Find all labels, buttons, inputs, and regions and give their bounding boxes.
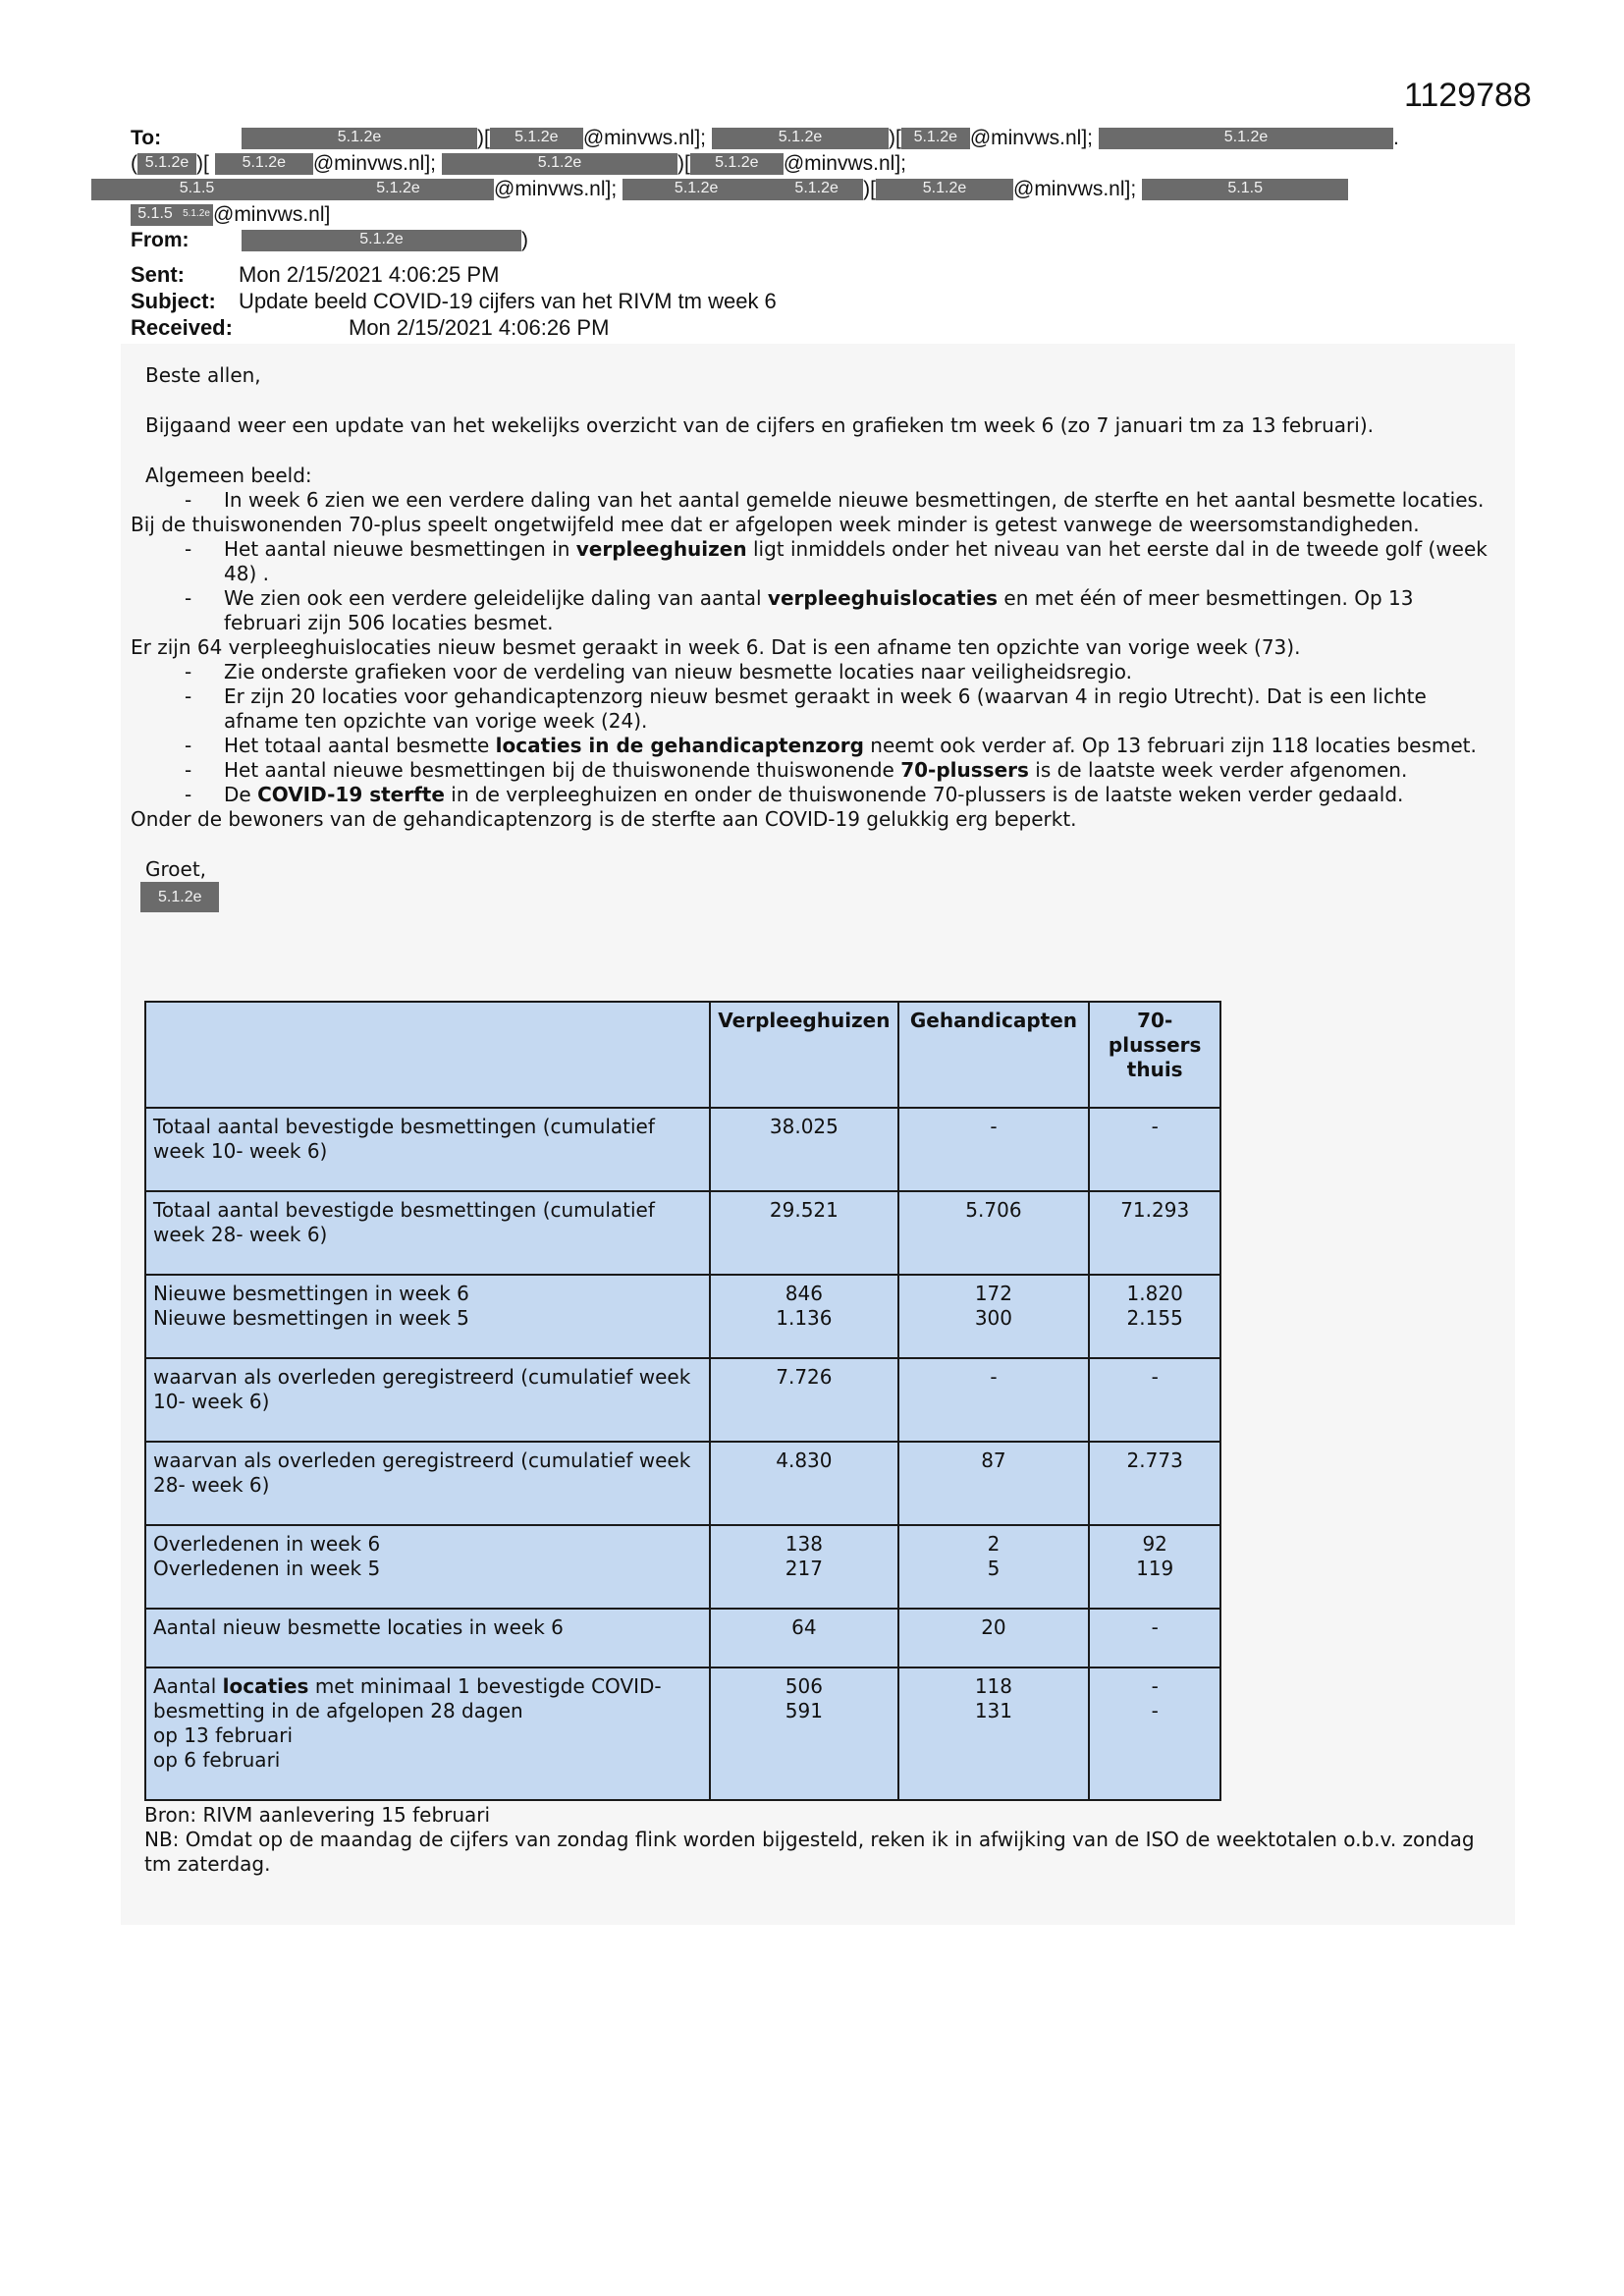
cell-value: 1.820 [1126,1282,1183,1305]
cell-value: 591 [785,1699,823,1722]
cell [1089,1275,1220,1358]
cell-value: 1.136 [776,1306,833,1330]
cell-value: 217 [785,1557,823,1580]
received-line [131,314,609,341]
cell-value: 119 [1136,1557,1174,1580]
row-label-line: Nieuwe besmettingen in week 5 [153,1306,469,1330]
to-line-2 [131,151,1525,177]
bullet-text: neemt ook verder af. Op 13 februari zijn 118 locaties besmet. [863,734,1477,757]
dash: - [185,537,192,561]
cell [1089,1525,1220,1609]
cell: 64 [710,1609,897,1667]
cell: 38.025 [710,1108,897,1191]
bracket: )[ [863,178,876,200]
cell-value: - [1151,1699,1159,1722]
row-label: Totaal aantal bevestigde besmettingen (cumulatief week 28- week 6) [145,1191,710,1275]
bullet-bold: locaties in de gehandicaptenzorg [495,734,864,757]
redaction: 5.1.2e [876,179,1013,200]
cell-value: 300 [974,1306,1013,1330]
bullet-text: De [224,783,258,806]
table-row [145,1108,1220,1191]
to-label: To: [131,127,162,149]
redaction: 5.1.2e [302,179,494,200]
received-value: Mon 2/15/2021 4:06:26 PM [349,315,610,340]
cell [898,1275,1090,1358]
email-domain: @minvws.nl]; [582,127,706,149]
cell: - [898,1358,1090,1442]
subject-line [131,288,777,314]
cell-value: 846 [785,1282,823,1305]
message-body [131,363,1495,912]
email-domain: @minvws.nl]; [312,152,436,175]
nb-note: NB: Omdat op de maandag de cijfers van zondag flink worden bijgesteld, reken ik in afwijking van de ISO de weektotalen o.b.v. zondag tm zaterdag. [144,1828,1475,1876]
cell: - [1089,1609,1220,1667]
email-domain: @minvws.nl]; [783,152,906,175]
bullet [131,488,1495,513]
dash: - [185,734,192,757]
redaction: 5.1.2e [442,153,677,175]
bullet [131,660,1495,684]
bullet-bold: verpleeghuizen [575,537,747,561]
cell [1089,1667,1220,1800]
subject-value: Update beeld COVID-19 cijfers van het RIVM tm week 6 [239,289,777,313]
greeting: Beste allen, [145,363,261,387]
cell [710,1667,897,1800]
paragraph: Bij de thuiswonenden 70-plus speelt ongetwijfeld mee dat er afgelopen week minder is getest vanwege de weersomstandigheden. [131,513,1420,536]
redaction: 5.1.5 [1142,179,1348,200]
bullet-text: In week 6 zien we een verdere daling van het aantal gemelde nieuwe besmettingen, de sterfte en het aantal besmette locaties. [224,488,1485,512]
table-row [145,1275,1220,1358]
cell-value: 172 [974,1282,1013,1305]
bullet-text: Er zijn 20 locaties voor gehandicaptenzorg nieuw besmet geraakt in week 6 (waarvan 4 in regio Utrecht). Dat is een lichte afname ten opzichte van vorige week (24). [224,684,1427,733]
row-label: waarvan als overleden geregistreerd (cumulatief week 10- week 6) [145,1358,710,1442]
bullet [131,758,1495,783]
dash: - [185,684,192,708]
bullet-text: Zie onderste grafieken voor de verdeling van nieuw besmette locaties naar veiligheidsregio. [224,660,1132,683]
sent-value: Mon 2/15/2021 4:06:25 PM [239,262,500,287]
to-line-3 [131,177,1525,202]
document-number: 1129788 [1404,77,1532,114]
bullet-text: Het aantal nieuwe besmettingen in [224,537,576,561]
row-label-line: op 13 februari [153,1723,294,1747]
cell: 5.706 [898,1191,1090,1275]
redaction: 5.1.5 [91,179,302,200]
cell: 87 [898,1442,1090,1525]
cell [898,1525,1090,1609]
source-note: Bron: RIVM aanlevering 15 februari [144,1803,491,1827]
sent-line [131,261,499,288]
bullet-text: We zien ook een verdere geleidelijke daling van aantal [224,586,768,610]
redaction: 5.1.2e [490,128,583,149]
dash: - [185,586,192,610]
row-label-bold: locaties [222,1674,309,1698]
redaction: 5.1.2e [712,128,889,149]
table-row [145,1358,1220,1442]
table-row [145,1667,1220,1800]
email-domain: @minvws.nl] [213,203,331,226]
paragraph: Onder de bewoners van de gehandicaptenzorg is de sterfte aan COVID-19 gelukkig erg beperkt. [131,807,1077,831]
bullet-bold: verpleeghuislocaties [767,586,999,610]
bracket: )[ [889,127,901,149]
from-line [131,228,1525,253]
cell [898,1667,1090,1800]
dash: - [185,488,192,512]
cell-value: 131 [974,1699,1013,1722]
cell: 7.726 [710,1358,897,1442]
cell-value: 2 [987,1532,1001,1556]
cell: - [898,1108,1090,1191]
cell: 4.830 [710,1442,897,1525]
section-heading: Algemeen beeld: [145,464,312,487]
dash: - [185,758,192,782]
cell: - [1089,1108,1220,1191]
from-label: From: [131,229,189,251]
redaction: 5.1.2e [901,128,970,149]
bullet [131,684,1495,734]
bracket: )[ [677,152,690,175]
row-label: Aantal nieuw besmette locaties in week 6 [145,1609,710,1667]
cell [710,1275,897,1358]
redaction: 5.1.2e [242,230,521,251]
statistics-table [144,1001,1221,1801]
cell-value: 5 [987,1557,1001,1580]
row-label-line: Overledenen in week 6 [153,1532,381,1556]
table-row [145,1609,1220,1667]
cell-value: 2.155 [1126,1306,1183,1330]
bullet-text: Het aantal nieuwe besmettingen bij de thuiswonende thuiswonende [224,758,901,782]
redaction: 5.1.2e [770,179,863,200]
redaction: 5.1.5 [131,204,180,226]
bullet-bold: COVID-19 sterfte [257,783,445,806]
bracket: ) [521,229,528,251]
cell-value: 506 [785,1674,823,1698]
column-header: 70-plussers thuis [1089,1002,1220,1108]
row-label-text: met minimaal 1 bevestigde COVID-besmetting in de afgelopen 28 dagen [153,1674,662,1722]
subject-label: Subject: [131,289,216,313]
cell: 2.773 [1089,1442,1220,1525]
received-label: Received: [131,315,233,340]
bullet-text: is de laatste week verder afgenomen. [1028,758,1408,782]
bullet-text: en met één of meer besmettingen. Op 13 februari zijn 506 locaties besmet. [224,586,1414,634]
row-label: Totaal aantal bevestigde besmettingen (cumulatief week 10- week 6) [145,1108,710,1191]
cell-value: - [1151,1674,1159,1698]
cell-value: 118 [974,1674,1013,1698]
email-recipients [131,126,1525,253]
cell-value: 92 [1142,1532,1167,1556]
dot: . [1393,127,1399,149]
to-line-4 [131,202,1525,228]
header-empty [145,1002,710,1108]
cell: 71.293 [1089,1191,1220,1275]
table-row [145,1191,1220,1275]
redaction: 5.1.2e [1099,128,1393,149]
row-label-line: Nieuwe besmettingen in week 6 [153,1282,469,1305]
bullet [131,586,1495,635]
dash: - [185,660,192,683]
paragraph: Er zijn 64 verpleeghuislocaties nieuw besmet geraakt in week 6. Dat is een afname ten opzichte van vorige week (73). [131,635,1301,659]
sent-label: Sent: [131,262,185,287]
cell [710,1525,897,1609]
row-label [145,1667,710,1800]
table-row [145,1442,1220,1525]
row-label-text: Aantal [153,1674,223,1698]
column-header: Gehandicapten [898,1002,1090,1108]
column-header: Verpleeghuizen [710,1002,897,1108]
bullet-bold: 70-plussers [900,758,1029,782]
footer-notes [144,1803,1499,1877]
row-label-line: op 6 februari [153,1748,281,1772]
bullet-text: ligt inmiddels onder het niveau van het eerste dal in de tweede golf (week 48) . [224,537,1488,585]
bullet [131,537,1495,586]
bullet [131,734,1495,758]
email-domain: @minvws.nl]; [494,178,618,200]
row-label [145,1275,710,1358]
bullet-text: Het totaal aantal besmette [224,734,496,757]
cell: - [1089,1358,1220,1442]
bracket: )[ [477,127,490,149]
row-label: waarvan als overleden geregistreerd (cumulatief week 28- week 6) [145,1442,710,1525]
signature-redaction: 5.1.2e [140,882,219,912]
redaction: 5.1.2e [180,204,213,226]
redaction: 5.1.2e [215,153,313,175]
redaction: 5.1.2e [690,153,784,175]
cell-value: 138 [785,1532,823,1556]
cell: 29.521 [710,1191,897,1275]
table-row [145,1525,1220,1609]
redaction: 5.1.2e [623,179,770,200]
bullet-text: in de verpleeghuizen en onder de thuiswonende 70-plussers is de laatste weken verder gedaald. [444,783,1404,806]
to-line-1 [131,126,1525,151]
closing: Groet, [145,857,207,881]
row-label [145,1525,710,1609]
email-domain: @minvws.nl]; [1013,178,1137,200]
intro: Bijgaand weer een update van het wekelijks overzicht van de cijfers en grafieken tm week 6 (zo 7 januari tm za 13 februari). [145,413,1374,437]
cell: 20 [898,1609,1090,1667]
dash: - [185,783,192,806]
email-domain: @minvws.nl]; [969,127,1093,149]
row-label-line: Overledenen in week 5 [153,1557,381,1580]
bracket: )[ [196,152,209,175]
redaction: 5.1.2e [137,153,196,175]
table-header-row [145,1002,1220,1108]
paren: ( [131,152,137,175]
redaction: 5.1.2e [242,128,477,149]
bullet [131,783,1495,807]
